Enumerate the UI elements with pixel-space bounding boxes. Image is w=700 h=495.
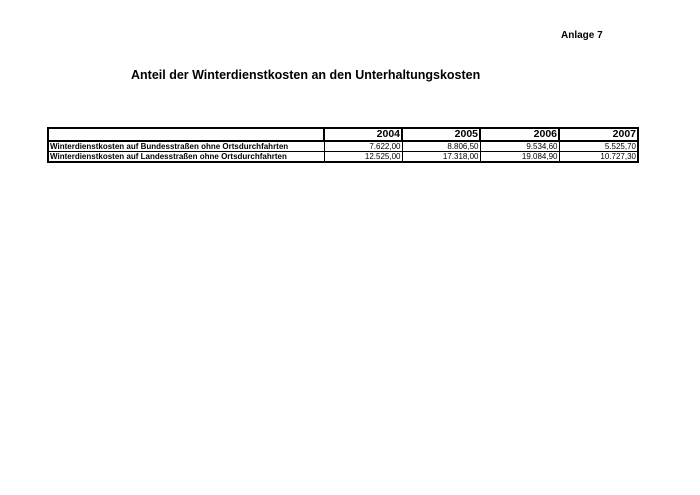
table-cell: 19.084,90 <box>480 152 559 163</box>
table-header-row <box>48 128 638 141</box>
table-cell: 8.806,50 <box>402 141 480 152</box>
table-cell: 9.534,60 <box>480 141 559 152</box>
table-row <box>48 152 638 163</box>
annex-label: Anlage 7 <box>561 30 603 41</box>
column-header-2004: 2004 <box>324 128 402 141</box>
document-title: Anteil der Winterdienstkosten an den Unterhaltungskosten <box>131 68 481 82</box>
row-label: Winterdienstkosten auf Bundesstraßen ohne Ortsdurchfahrten <box>48 141 324 152</box>
table-header-blank-cell <box>48 128 324 141</box>
winter-service-cost-table <box>47 127 639 163</box>
table-cell: 12.525,00 <box>324 152 402 163</box>
table-cell: 5.525,70 <box>559 141 638 152</box>
table-row <box>48 141 638 152</box>
column-header-2006: 2006 <box>480 128 559 141</box>
table-cell: 10.727,30 <box>559 152 638 163</box>
column-header-2007: 2007 <box>559 128 638 141</box>
column-header-2005: 2005 <box>402 128 480 141</box>
table-cell: 7.622,00 <box>324 141 402 152</box>
row-label: Winterdienstkosten auf Landesstraßen ohne Ortsdurchfahrten <box>48 152 324 163</box>
table-cell: 17.318,00 <box>402 152 480 163</box>
